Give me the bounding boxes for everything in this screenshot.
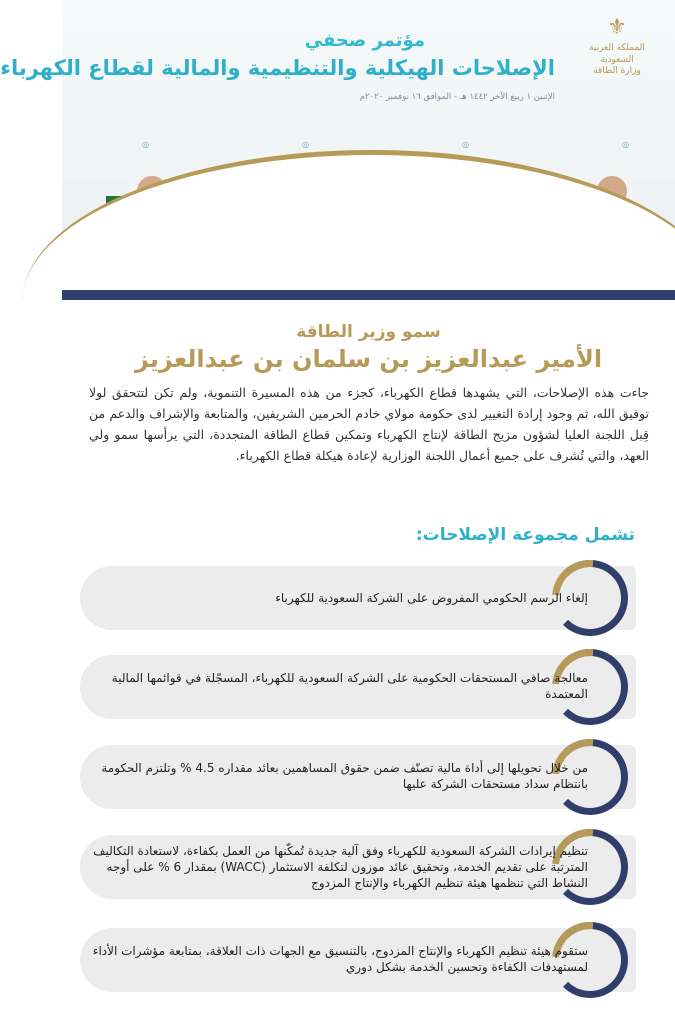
reform-item-text: معالجة صافي المستحقات الحكومية على الشركة السعودية للكهرباء، المسجّلة في قوائمها المالية المعتمدة: [111, 671, 588, 701]
reform-item-text: تنظيم إيرادات الشركة السعودية للكهرباء وفق آلية جديدة تُمكّنها من العمل بكفاءة، لاستعادة التكاليف المترتبة على تقديم الخدمة، وتحقيق عائد موزون لتكلفة الاستثمار (WACC) بمقدار 6 % على أوجه النشاط التي تنظمها هيئة تنظيم الكهرباء والإنتاج المزدوج: [93, 844, 588, 890]
reform-card: [80, 835, 636, 899]
intro-paragraph: جاءت هذه الإصلاحات، التي يشهدها قطاع الكهرباء، كجزء من هذه المسيرة التنموية، ولم تكن لتتحقق لولا توفيق الله، ثم وجود إرادة التغيير لدى حكومة مولاي خادم الحرمين الشريفين، والمتابعة والإشراف والدعم من قِبل اللجنة العليا لشؤون مزيج الطاقة لإنتاج الكهرباء وتمكين قطاع الطاقة المتجددة، التي يرأسها سمو ولي العهد، والتي تُشرف على جميع أعمال اللجنة الوزارية لإعادة هيكلة قطاع الكهرباء.: [89, 385, 649, 463]
hero-banner: [0, 0, 675, 300]
logo-subtext: وزارة الطاقة: [593, 66, 641, 76]
backdrop-logo: ◎: [462, 140, 469, 149]
reform-card: [80, 745, 636, 809]
reform-item-text: إلغاء الرسم الحكومي المفروض على الشركة السعودية للكهرباء: [275, 591, 588, 605]
backdrop-logo: ◎: [302, 140, 309, 149]
backdrop-logo: ◎: [622, 140, 629, 149]
palm-swords-icon: ⚜: [607, 15, 627, 40]
reform-item-text: من خلال تحويلها إلى أداة مالية تصنّف ضمن حقوق المساهمين بعائد مقداره 4.5 % وتلتزم الحكومة بانتظام سداد مستحقات الشركة عليها: [101, 761, 588, 791]
event-title: الإصلاحات الهيكلية والتنظيمية والمالية لقطاع الكهرباء: [0, 56, 555, 80]
event-date: الإثنين ١ ربيع الآخر ١٤٤٢ هـ - الموافق ١٦ نوفمبر ٢٠٢٠م: [359, 92, 555, 102]
reform-item-text: ستقوم هيئة تنظيم الكهرباء والإنتاج المزدوج، بالتنسيق مع الجهات ذات العلاقة، بمتابعة مؤشرات الأداء لمستهدفات الكفاءة وتحسين الخدمة بشكل دوري: [92, 944, 588, 974]
reform-card: [80, 566, 636, 630]
backdrop-logo: ◎: [142, 140, 149, 149]
minister-name: الأمير عبدالعزيز بن سلمان بن عبدالعزيز: [134, 345, 603, 373]
minister-role: سمو وزير الطاقة: [296, 322, 441, 342]
reform-card: [80, 928, 636, 992]
reforms-title: تشمل مجموعة الإصلاحات:: [415, 525, 635, 545]
logo-text: المملكة العربية السعودية: [589, 43, 645, 65]
event-subtitle: مؤتمر صحفي: [304, 30, 425, 51]
decorative-bar: [62, 290, 675, 300]
ministry-logo: [571, 14, 663, 98]
reform-card: [80, 655, 636, 719]
